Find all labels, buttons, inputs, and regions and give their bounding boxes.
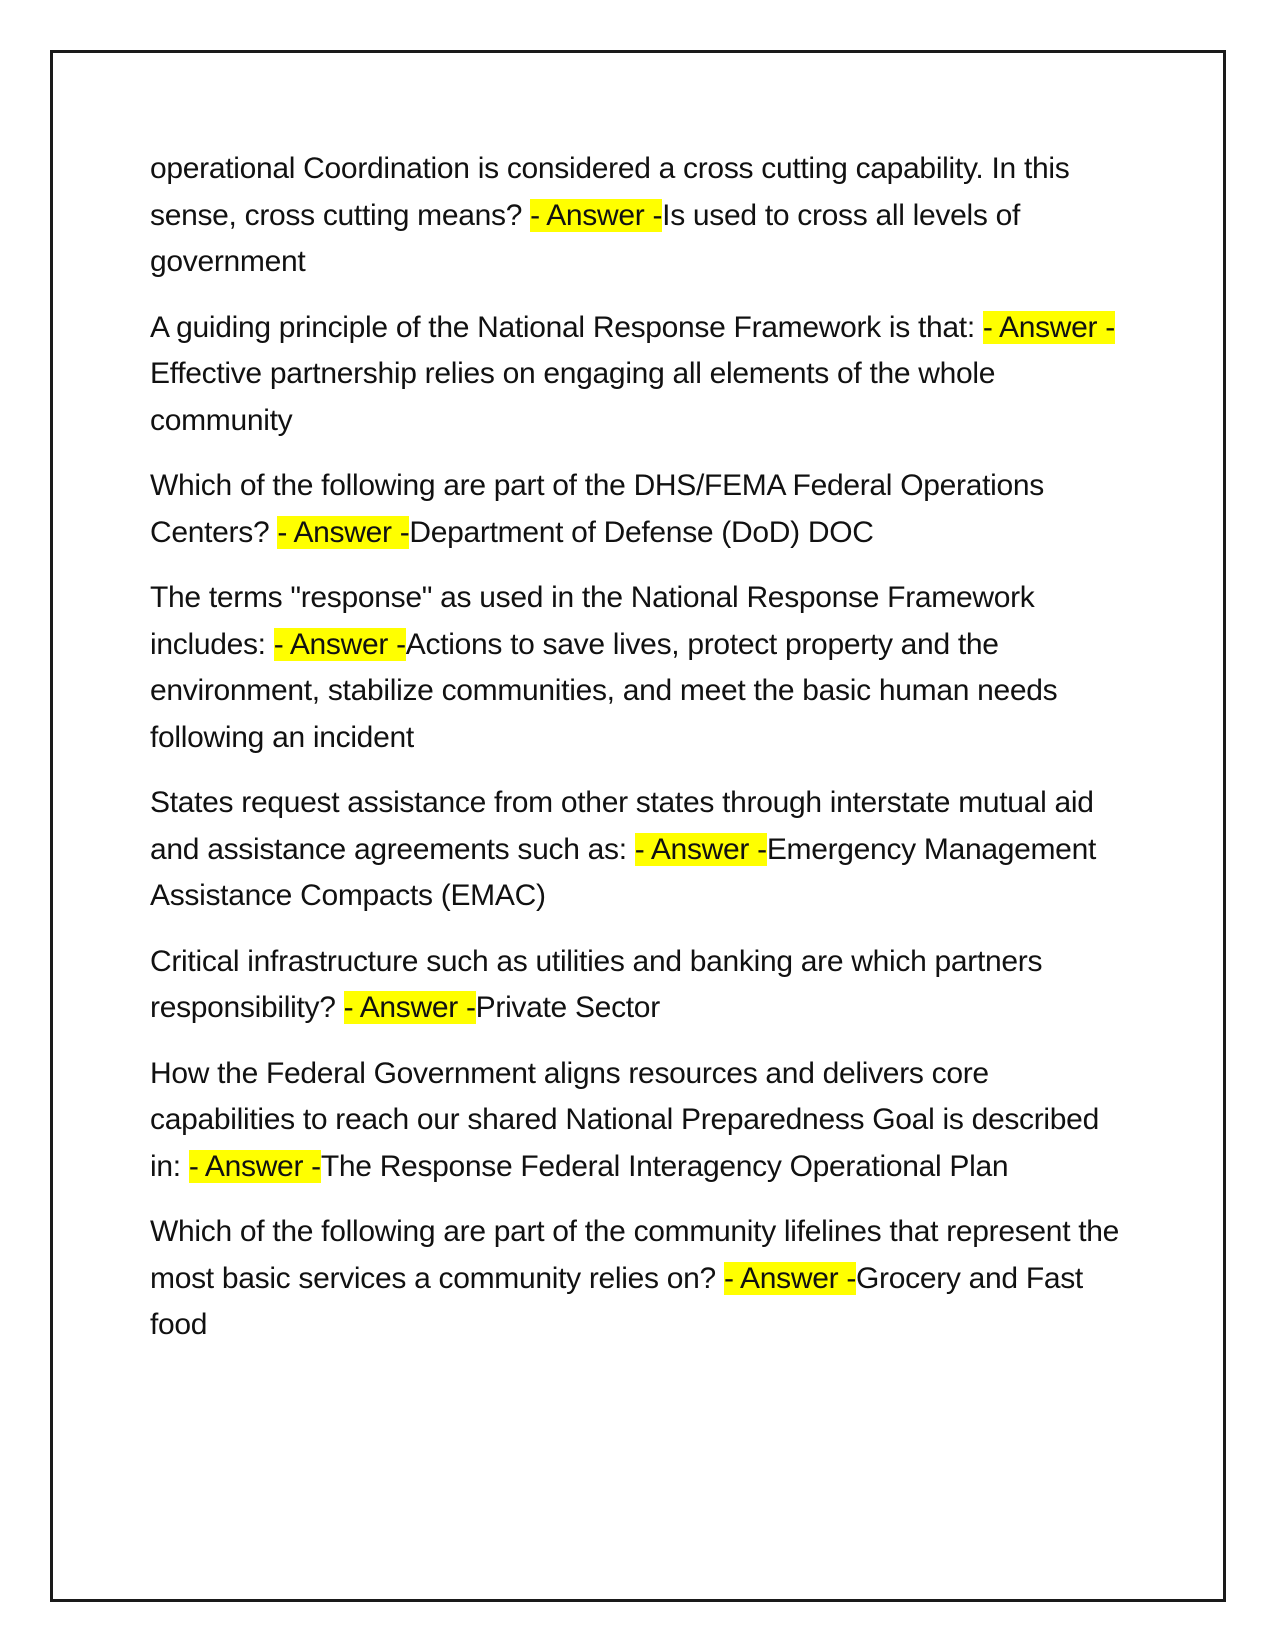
qa-item xyxy=(150,780,1125,920)
answer-marker: - Answer - xyxy=(343,991,476,1024)
qa-item xyxy=(150,575,1125,761)
answer-text: Actions to save lives, protect property and the environment, stabilize communities, and meet the basic human needs following an incident xyxy=(150,627,1058,754)
question-text: Which of the following are part of the DHS/FEMA Federal Operations Centers? xyxy=(150,469,1044,549)
qa-item xyxy=(150,1209,1125,1349)
answer-text: Grocery and Fast food xyxy=(150,1261,1083,1341)
question-text: The terms "response" as used in the National Response Framework includes: xyxy=(150,581,1035,661)
qa-item xyxy=(150,463,1125,556)
answer-marker: - Answer - xyxy=(530,198,663,232)
qa-item xyxy=(150,305,1125,445)
answer-marker: - Answer - xyxy=(188,1149,321,1183)
answer-marker: - Answer - xyxy=(634,832,767,866)
qa-item xyxy=(150,1051,1125,1191)
qa-item xyxy=(150,939,1125,1032)
question-text: States request assistance from other states through interstate mutual aid and assistance agreements such as: xyxy=(150,786,1094,866)
answer-marker: - Answer - xyxy=(273,627,406,661)
answer-text: Effective partnership relies on engaging all elements of the whole community xyxy=(150,357,996,437)
question-text: Which of the following are part of the community lifelines that represent the most basic services a community relies on? xyxy=(150,1215,1120,1295)
document-body xyxy=(150,146,1125,1368)
question-text: operational Coordination is considered a cross cutting capability. In this sense, cross cutting means? xyxy=(150,152,1070,232)
answer-marker: - Answer - xyxy=(982,310,1115,344)
answer-text: Private Sector xyxy=(475,991,660,1024)
question-text: Critical infrastructure such as utilities and banking are which partners responsibility? xyxy=(150,944,1043,1024)
answer-marker: - Answer - xyxy=(277,515,410,549)
answer-text: Is used to cross all levels of government xyxy=(150,198,1020,278)
answer-text: Department of Defense (DoD) DOC xyxy=(409,515,874,549)
qa-item xyxy=(150,146,1125,286)
answer-marker: - Answer - xyxy=(723,1261,857,1295)
answer-text: The Response Federal Interagency Operational Plan xyxy=(320,1149,1009,1183)
question-text: How the Federal Government aligns resources and delivers core capabilities to reach our shared National Preparedness Goal is described in: xyxy=(150,1056,1099,1183)
question-text: A guiding principle of the National Response Framework is that: xyxy=(150,310,983,344)
answer-text: Emergency Management Assistance Compacts (EMAC) xyxy=(150,832,1096,912)
